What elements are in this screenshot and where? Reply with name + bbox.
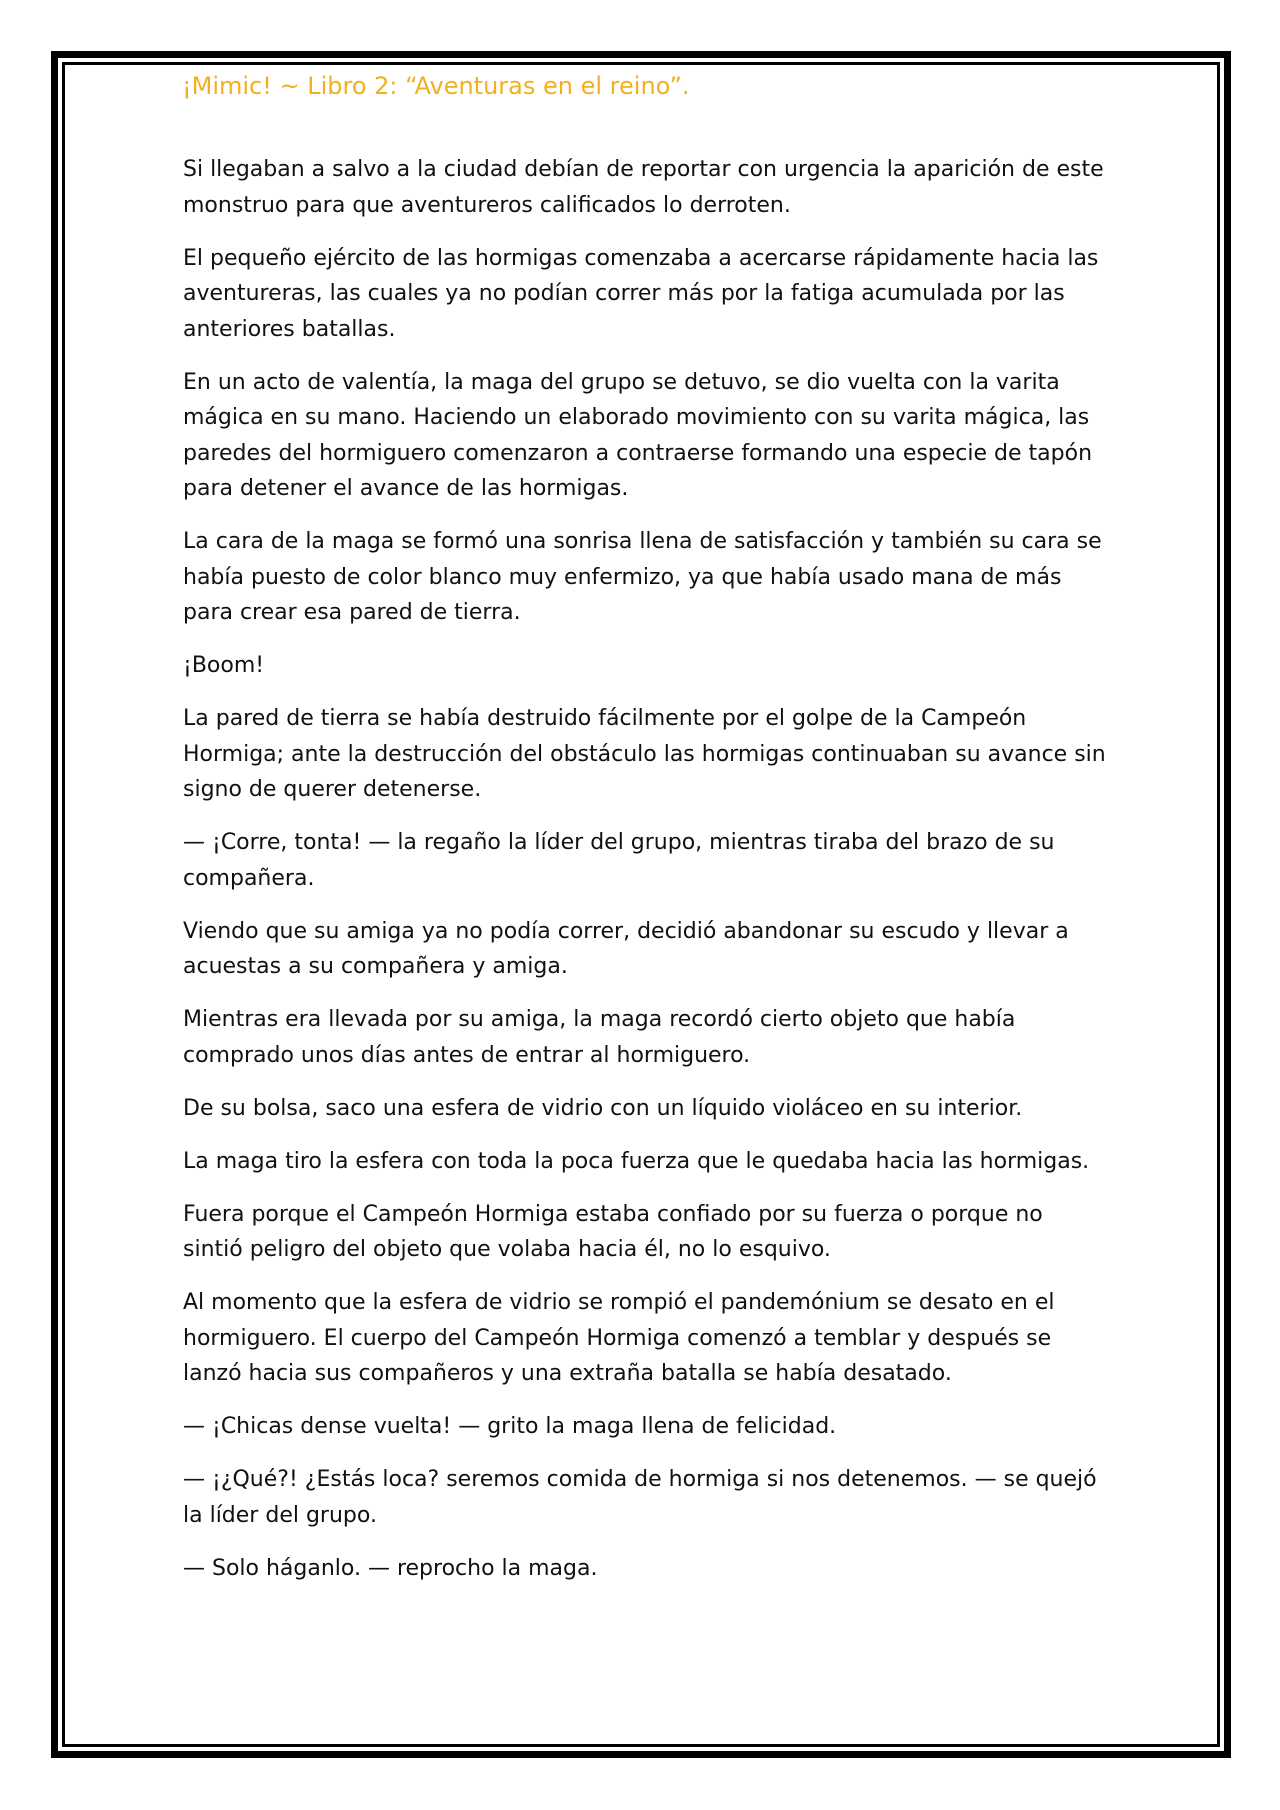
paragraph: Viendo que su amiga ya no podía correr, decidió abandonar su escudo y llevar a acuestas a su compañera y amiga. (183, 918, 1069, 979)
paragraph: La maga tiro la esfera con toda la poca fuerza que le quedaba hacia las hormigas. (183, 1148, 1090, 1174)
paragraph: De su bolsa, saco una esfera de vidrio con un líquido violáceo en su interior. (183, 1095, 1023, 1121)
dialogue-paragraph: — ¡Corre, tonta! — la regaño la líder del grupo, mientras tiraba del brazo de su compañera. (183, 830, 1055, 891)
paragraph: Fuera porque el Campeón Hormiga estaba confiado por su fuerza o porque no sintió peligro del objeto que volaba hacia él, no lo esquivo. (183, 1201, 1043, 1262)
paragraph: La pared de tierra se había destruido fácilmente por el golpe de la Campeón Hormiga; ante la destrucción del obstáculo las hormigas continuaban su avance sin signo de querer detenerse. (183, 706, 1106, 802)
paragraph: El pequeño ejército de las hormigas comenzaba a acercarse rápidamente hacia las aventureras, las cuales ya no podían correr más por la fatiga acumulada por las anteriores batallas. (183, 245, 1099, 342)
paragraph: Al momento que la esfera de vidrio se rompió el pandemónium se desato en el hormiguero. El cuerpo del Campeón Hormiga comenzó a temblar y después se lanzó hacia sus compañeros y una extraña batalla se había desatado. (183, 1290, 1055, 1386)
dialogue-paragraph: — ¡Chicas dense vuelta! — grito la maga llena de felicidad. (183, 1414, 837, 1439)
paragraph: La cara de la maga se formó una sonrisa llena de satisfacción y también su cara se había puesto de color blanco muy enfermizo, ya que había usado mana de más para crear esa pared de tierra. (183, 529, 1102, 625)
paragraph: ¡Boom! (183, 653, 265, 678)
dialogue-paragraph: — Solo háganlo. — reprocho la maga. (183, 1555, 598, 1581)
paragraph: Si llegaban a salvo a la ciudad debían de reportar con urgencia la aparición de este monstruo para que aventureros calificados lo derroten. (183, 157, 1104, 218)
paragraph: En un acto de valentía, la maga del grupo se detuvo, se dio vuelta con la varita mágica en su mano. Haciendo un elaborado movimiento con su varita mágica, las paredes del hormiguero comenzaron a contraerse formando una especie de tapón para detener el avance de las hormigas. (183, 369, 1093, 501)
dialogue-paragraph: — ¡¿Qué?! ¿Estás loca? seremos comida de hormiga si nos detenemos. — se quejó la líder del grupo. (183, 1467, 1097, 1528)
body-text (183, 152, 1107, 1604)
paragraph: Mientras era llevada por su amiga, la maga recordó cierto objeto que había comprado unos días antes de entrar al hormiguero. (183, 1007, 1016, 1068)
running-header: ¡Mimic! ~ Libro 2: “Aventuras en el reino”. (182, 72, 690, 100)
